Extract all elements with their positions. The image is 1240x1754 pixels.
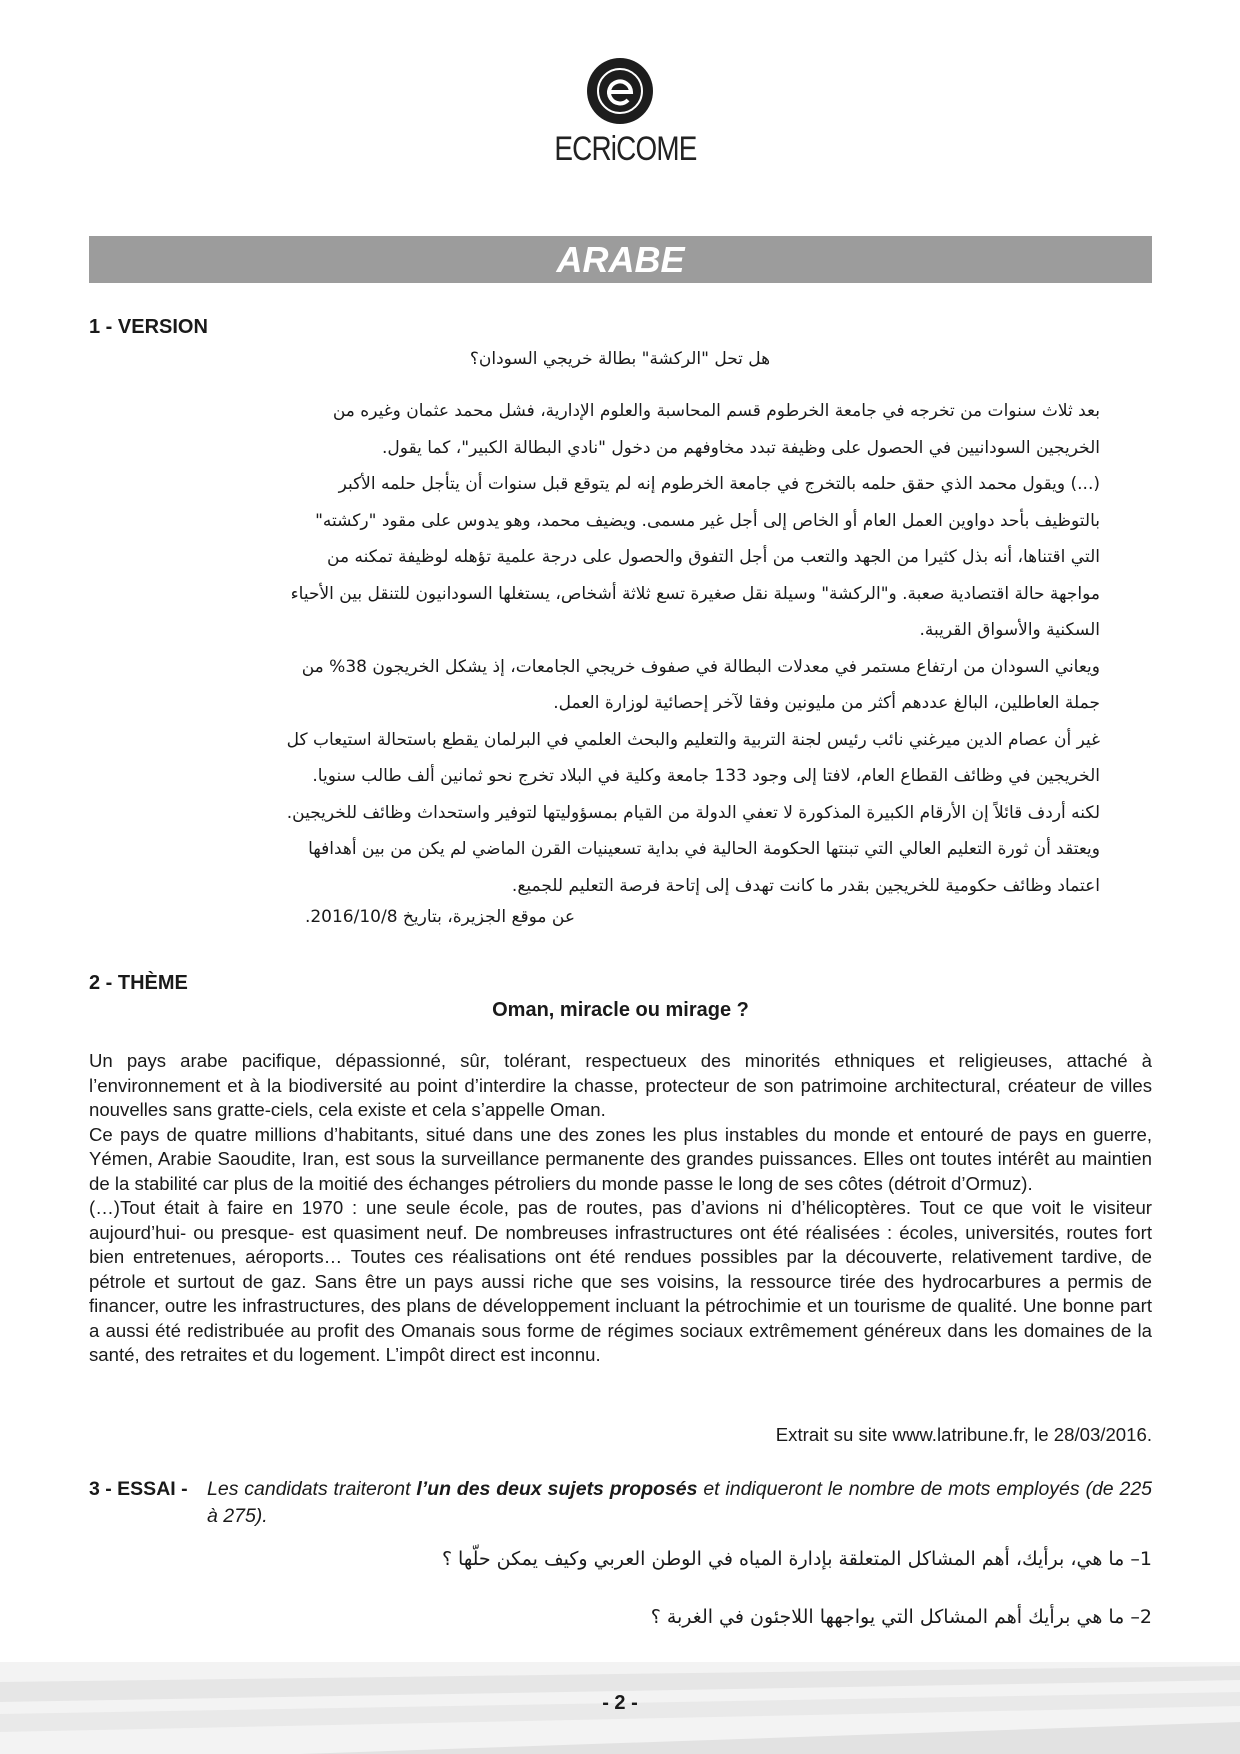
version-line: (...) ويقول محمد الذي حقق حلمه بالتخرج في جامعة الخرطوم إنه لم يتوقع قبل سنوات أن يتأجل حلمه الأكبر xyxy=(338,474,1100,494)
theme-paragraph: Un pays arabe pacifique, dépassionné, sûr, tolérant, respectueux des minorités ethniques et religieuses, attaché à l’environnement et à la biodiversité au point d’interdire la chasse, protecteur de son patrimoine architectural, créateur de villes nouvelles sans gratte-ciels, cela existe et cela s’appelle Oman. xyxy=(89,1050,1152,1120)
version-line: مواجهة حالة اقتصادية صعبة. و"الركشة" وسيلة نقل صغيرة تسع ثلاثة أشخاص، يستغلها السودانيون للتنقل بين الأحياء xyxy=(290,583,1100,604)
version-source: عن موقع الجزيرة، بتاريخ 2016/10/8. xyxy=(304,907,575,927)
version-line: لكنه أردف قائلاً إن الأرقام الكبيرة المذكورة لا تعفي الدولة من القيام بمسؤوليتها لتوفير واستحداث وظائف للخريجين. xyxy=(286,802,1100,823)
version-text xyxy=(140,393,1100,904)
page-number: - 2 - xyxy=(602,1692,638,1714)
logo-text: ECRiCOME xyxy=(554,130,697,168)
essai-section xyxy=(89,1476,1152,1530)
version-line: ويعتقد أن ثورة التعليم العالي التي تبنتها الحكومة الحالية في بداية تسعينيات القرن الماضي لم يكن من بين أهدافها xyxy=(308,839,1100,859)
version-line: اعتماد وظائف حكومية للخريجين بقدر ما كانت تهدف إلى إتاحة فرصة التعليم للجميع. xyxy=(511,875,1100,896)
version-line: ويعاني السودان من ارتفاع مستمر في معدلات البطالة في صفوف خريجي الجامعات، إذ يشكل الخريجون 38% من xyxy=(301,656,1100,677)
theme-paragraph: (…)Tout était à faire en 1970 : une seule école, pas de routes, pas d’avions ni d’hélicoptères. Tout ce que voit le visiteur aujourd’hui- ou presque- est quasiment neuf. De nombreuses infrastructures ont été réalisées : écoles, universités, routes fort bien entretenues, aéroports… Toutes ces réalisations ont été rendues possibles par la découverte, relativement tardive, de pétrole et surtout de gaz. Sans être un pays aussi riche que ses voisins, la ressource tirée des hydrocarbures a permis de financer, outre les infrastructures, des plans de développement incluant la pétrochimie et un tourisme de qualité. Une bonne part a aussi été redistribuée au profit des Omanais sous forme de régimes sociaux extrêmement généreux dans les domaines de la santé, des retraites et du logement. L’impôt direct est inconnu. xyxy=(89,1197,1152,1365)
essai-instructions: Les candidats traiteront l’un des deux sujets proposés et indiqueront le nombre de mots employés (de 225 à 275). xyxy=(207,1478,1153,1527)
ecricome-e-icon xyxy=(587,58,653,124)
theme-paragraph: Ce pays de quatre millions d’habitants, situé dans une des zones les plus instables du monde et entouré de pays en guerre, Yémen, Arabie Saoudite, Iran, est sous la surveillance permanente des grandes puissances. Elles ont toutes intérêt au maintien de la stabilité car plus de la moitié des échanges pétroliers du monde passe le long de ses côtes (détroit d’Ormuz). xyxy=(89,1123,1152,1194)
theme-text xyxy=(89,1049,1152,1368)
version-line: بعد ثلاث سنوات من تخرجه في جامعة الخرطوم قسم المحاسبة والعلوم الإدارية، فشل محمد عثمان وغيره من xyxy=(332,401,1100,421)
theme-title: Oman, miracle ou mirage ? xyxy=(492,999,749,1021)
section-2-heading: 2 - THÈME xyxy=(89,972,188,994)
version-line: بالتوظيف بأحد دواوين العمل العام أو الخاص إلى أجل غير مسمى. ويضيف محمد، وهو يدوس على مقود "ركشته" xyxy=(315,510,1100,531)
version-line: الخريجين السودانيين في الحصول على وظيفة تبدد مخاوفهم من دخول "نادي البطالة الكبير"، كما يقول. xyxy=(382,437,1100,458)
version-line: التي اقتناها، أنه بذل كثيرا من الجهد والتعب من أجل التفوق والحصول على درجة علمية تؤهله لوظيفة تمكنه من xyxy=(327,547,1100,567)
essai-question-2: 2– ما هي برأيك أهم المشاكل التي يواجهها اللاجئون في الغربة ؟ xyxy=(650,1606,1152,1628)
essai-question-1: 1– ما هي، برأيك، أهم المشاكل المتعلقة بإدارة المياه في الوطن العربي وكيف يمكن حلّها ؟ xyxy=(441,1548,1152,1570)
section-3-heading: 3 - ESSAI - xyxy=(89,1478,188,1500)
version-line: غير أن عصام الدين ميرغني نائب رئيس لجنة التربية والتعليم والبحث العلمي في البرلمان يقطع باستحالة استيعاب كل xyxy=(286,729,1100,750)
subject-banner: ARABE xyxy=(89,236,1152,283)
version-line: السكنية والأسواق القريبة. xyxy=(919,620,1100,640)
version-line: الخريجين في وظائف القطاع العام، لافتا إلى وجود 133 جامعة وكلية في البلاد تخرج نحو ثمانين ألف طالب سنويا. xyxy=(312,766,1100,786)
theme-source: Extrait su site www.latribune.fr, le 28/03/2016. xyxy=(775,1424,1152,1445)
ecricome-logo xyxy=(540,58,700,169)
version-title: هل تحل "الركشة" بطالة خريجي السودان؟ xyxy=(469,349,771,369)
section-1-heading: 1 - VERSION xyxy=(89,316,208,338)
version-line: جملة العاطلين، البالغ عددهم أكثر من مليونين وفقا لآخر إحصائية لوزارة العمل. xyxy=(553,693,1100,713)
